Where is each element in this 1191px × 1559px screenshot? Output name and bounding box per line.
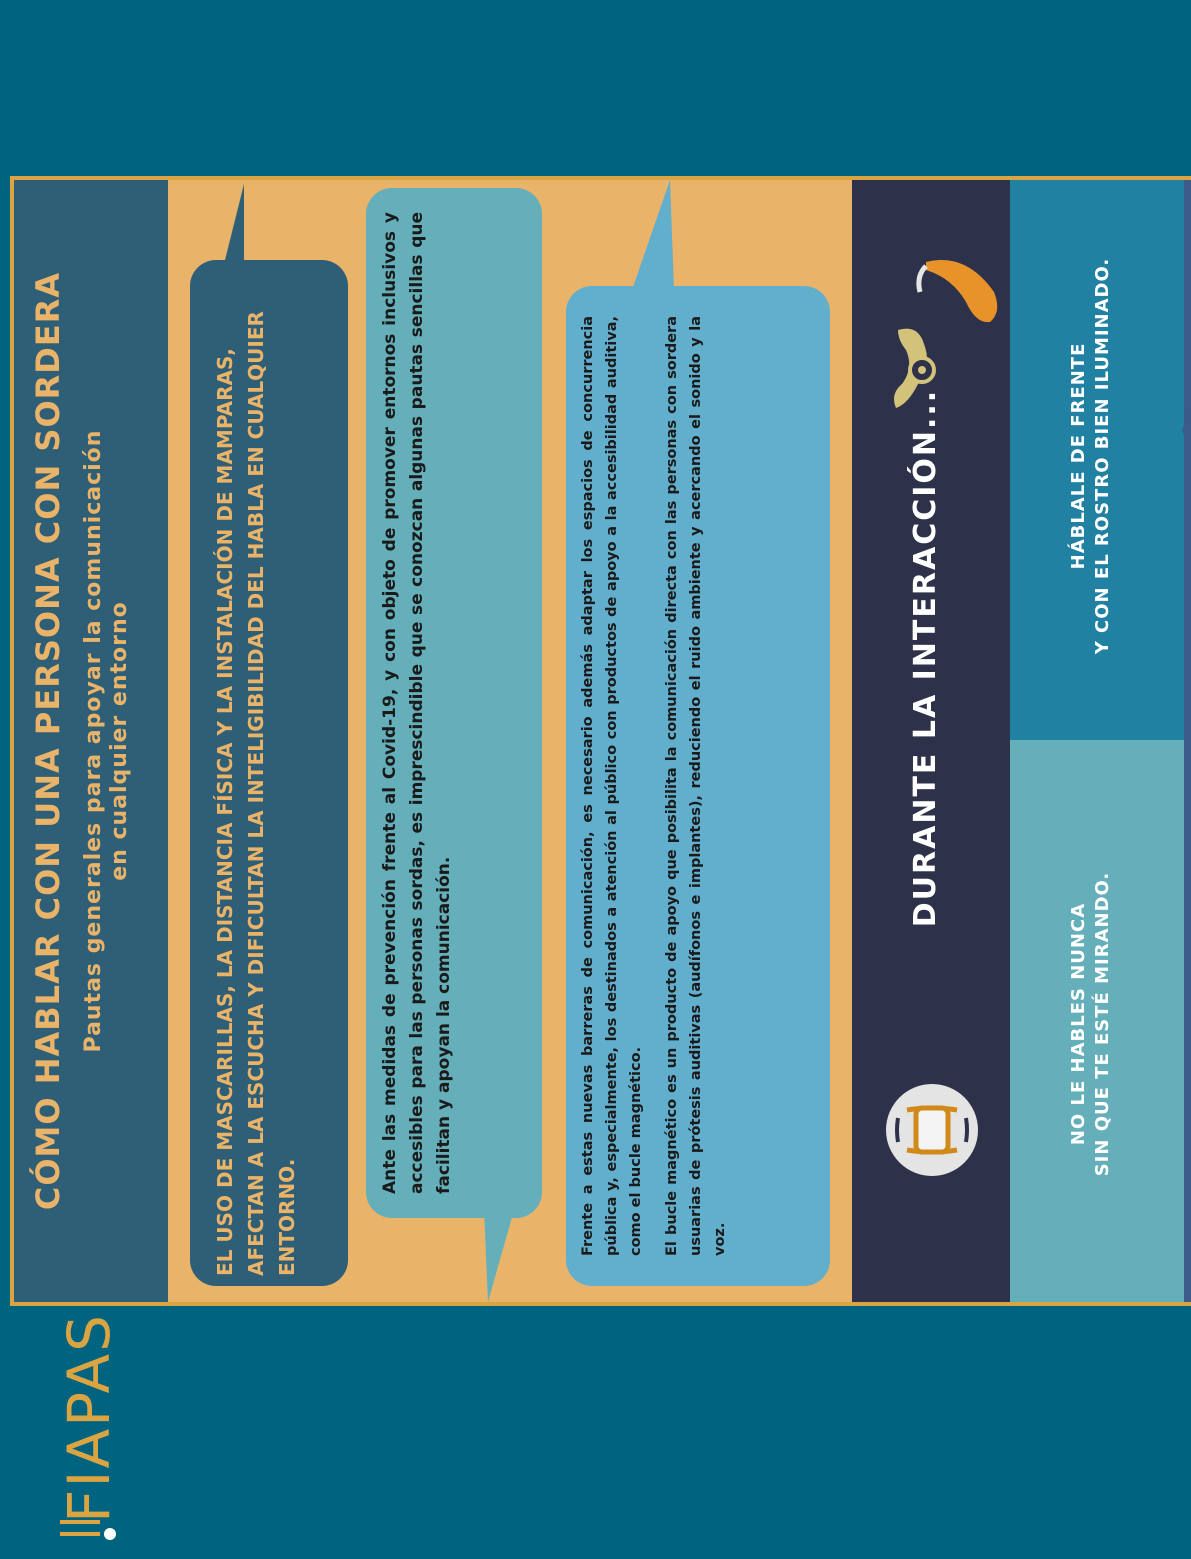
infographic-frame <box>10 176 1191 1306</box>
tip-face-line-1: HÁBLALE DE FRENTE <box>1068 342 1089 570</box>
page-title: CÓMO HABLAR CON UNA PERSONA CON SORDERA <box>29 271 67 1211</box>
barriers-bubble <box>566 286 830 1286</box>
tip-look-text <box>1067 774 1127 1274</box>
intro-text: Ante las medidas de prevención frente al Covid-19, y con objeto de promover entornos inclusivos y accesibles para las personas sordas, es imprescindible que se conozcan algunas pautas sencillas que facilitan y apoyan la comunicación. <box>380 212 454 1194</box>
tip-face-panel <box>1010 180 1184 740</box>
barriers-text <box>576 316 820 1256</box>
intro-bubble <box>366 188 542 1218</box>
hearing-aid-icon <box>888 324 948 414</box>
edge-panel <box>1184 180 1191 1302</box>
face-mask-icon <box>882 1080 982 1180</box>
warning-text: EL USO DE MASCARILLAS, LA DISTANCIA FÍSICA Y LA INSTALACIÓN DE MAMPARAS, AFECTAN A LA ESCUCHA Y DIFICULTAN LA INTELIGIBILIDAD DEL HABLA EN CUALQUIER ENTORNO. <box>213 311 299 1276</box>
panel-notch <box>1174 400 1191 460</box>
barriers-paragraph-2: El bucle magnético es un producto de apoyo que posibilita la comunicación directa con las personas con sordera usuarias de prótesis auditivas (audífonos e implantes), reduciendo el ruido ambiente y acercando el sonido y la voz. <box>664 316 728 1256</box>
tip-look-panel <box>1010 740 1184 1306</box>
barriers-bubble-tail <box>632 180 674 290</box>
tip-look-line-1: NO LE HABLES NUNCA <box>1068 902 1089 1146</box>
interaction-panel <box>852 180 1010 1302</box>
intro-bubble-tail <box>484 1210 514 1302</box>
warning-bubble <box>190 260 348 1286</box>
tip-look-line-2: SIN QUE TE ESTÉ MIRANDO. <box>1092 871 1113 1177</box>
tip-face-line-2: Y CON EL ROSTRO BIEN ILUMINADO. <box>1092 257 1113 655</box>
cochlear-implant-icon <box>906 252 1006 332</box>
logo-text: FIAPAS <box>55 1313 123 1523</box>
subtitle-line-1: Pautas generales para apoyar la comunicación <box>81 429 106 1053</box>
logo-mark-icon <box>50 1514 120 1554</box>
warning-bubble-tail <box>224 184 244 264</box>
interaction-heading: DURANTE LA INTERACCIÓN... <box>908 388 943 928</box>
barriers-paragraph-1: Frente a estas nuevas barreras de comunicación, es necesario además adaptar los espacios de concurrencia pública y, especialmente, los destinados a atención al público con productos de apoyo a la accesibilidad auditiva, como el bucle magnético. <box>580 316 644 1256</box>
fiapas-logo <box>40 1313 130 1528</box>
tip-face-text <box>1067 176 1127 756</box>
subtitle-line-2: en cualquier entorno <box>107 601 132 881</box>
